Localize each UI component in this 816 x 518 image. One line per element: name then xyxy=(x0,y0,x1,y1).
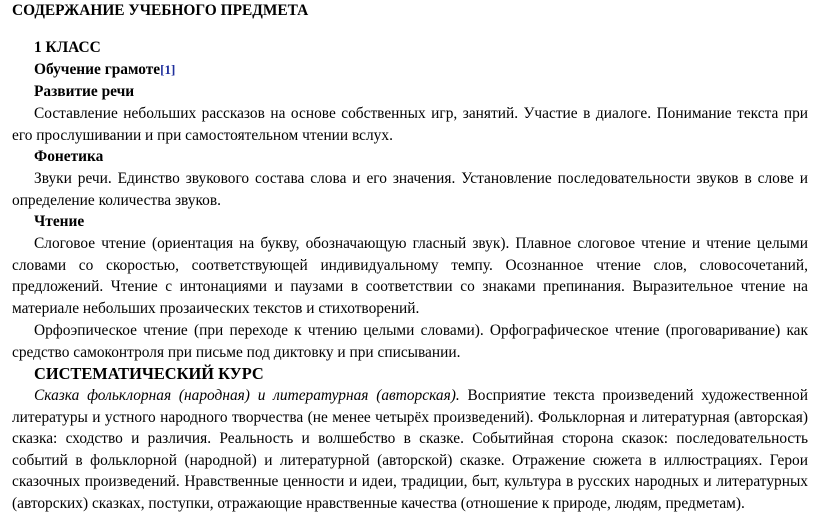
speech-heading: Развитие речи xyxy=(34,83,135,100)
phonetics-paragraph: Звуки речи. Единство звукового состава слова и его значения. Установление последовательности звуков в слове и определение количества звуков. xyxy=(12,170,808,209)
grade-heading: 1 КЛАСС xyxy=(34,39,101,56)
systematic-text: Восприятие текста произведений художественной литературы и устного народного творчества (не менее четырёх произведений). Фольклорная и литературная (авторская) сказка: сходство и различия. Реальность и волшебство в сказке. Событийная сторона сказок: последовательность событий в фольклорной (народной) и литературной (авторской) сказке. Отражение сюжета в иллюстрациях. Герои сказочных произведений. Нравственные ценности и идеи, традиции, быт, культура в русских народных и литературных (авторских) сказках, поступки, отражающие нравственные качества (отношение к природе, людям, предметам). xyxy=(12,387,808,512)
fairy-tale-lead: Сказка фольклорная (народная) и литературная (авторская). xyxy=(34,387,460,404)
systematic-heading: СИСТЕМАТИЧЕСКИЙ КУРС xyxy=(34,364,264,383)
reading-paragraph-2: Орфоэпическое чтение (при переходе к чтению целыми словами). Орфографическое чтение (проговаривание) как средство самоконтроля при письме под диктовку и при списывании. xyxy=(12,322,808,361)
document-title: СОДЕРЖАНИЕ УЧЕБНОГО ПРЕДМЕТА xyxy=(12,2,309,19)
literacy-heading-row xyxy=(34,59,175,81)
speech-paragraph: Составление небольших рассказов на основе собственных игр, занятий. Участие в диалоге. Понимание текста при его прослушивании и при самостоятельном чтении вслух. xyxy=(12,105,808,144)
phonetics-heading: Фонетика xyxy=(34,148,104,165)
reading-heading: Чтение xyxy=(34,213,85,230)
literacy-heading: Обучение грамоте xyxy=(34,61,161,78)
reading-paragraph-1: Слоговое чтение (ориентация на букву, обозначающую гласный звук). Плавное слоговое чтение и чтение целыми словами со скоростью, соответствующей индивидуальному темпу. Осознанное чтение слов, словосочетаний, предложений. Чтение с интонациями и паузами в соответствии со знаками препинания. Выразительное чтение на материале небольших прозаических текстов и стихотворений. xyxy=(12,235,808,317)
systematic-paragraph xyxy=(12,385,808,515)
footnote-link[interactable]: [1] xyxy=(160,62,176,77)
